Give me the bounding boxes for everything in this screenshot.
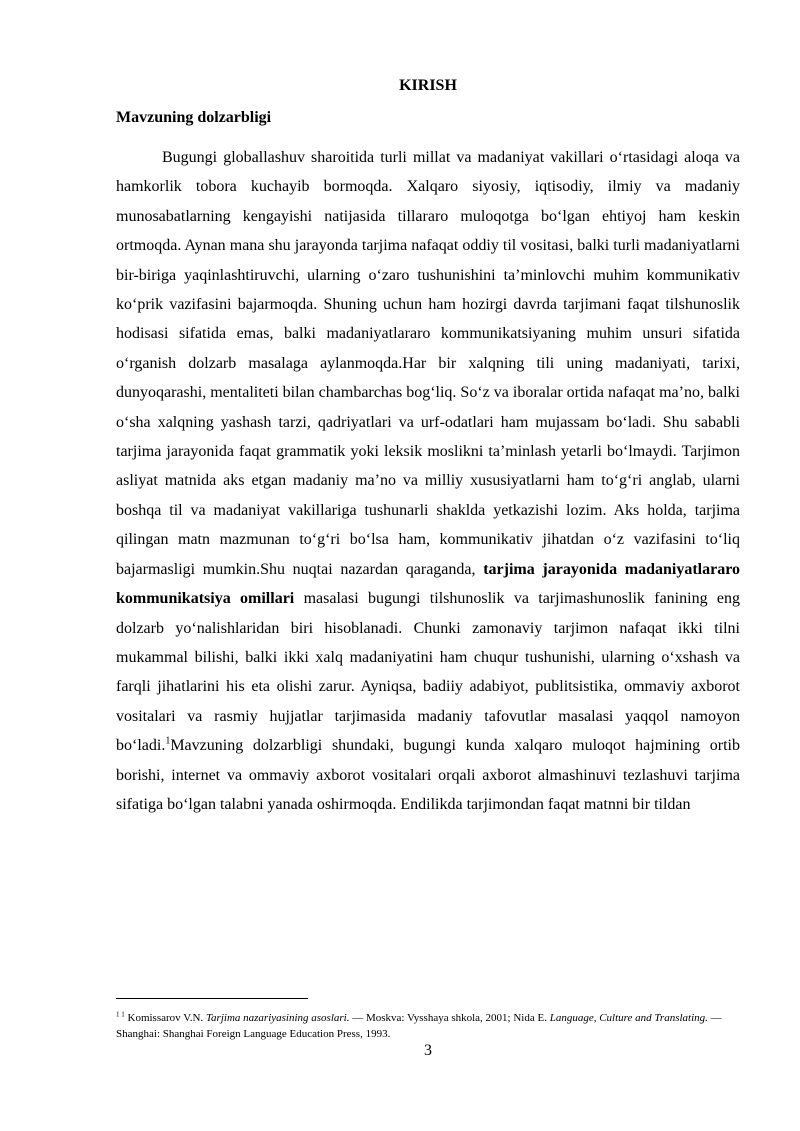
- footnote-text-a: Komissarov V.N.: [124, 1012, 206, 1024]
- footnote-marker: 1 1: [116, 1010, 125, 1019]
- body-paragraph: [116, 143, 740, 819]
- footnote-reference[interactable]: 1: [165, 735, 171, 747]
- footnote-separator: [116, 998, 308, 999]
- footnote-title-2: Language, Culture and Translating.: [549, 1012, 708, 1024]
- footnote-text-b: — Moskva: Vysshaya shkola, 2001; Nida E.: [349, 1012, 550, 1024]
- footnote: [116, 1010, 740, 1042]
- paragraph-text-part1: Bugungi globallashuv sharoitida turli millat va madaniyat vakillari o‘rtasidagi aloqa va hamkorlik tobora kuchayib bormoqda. Xalqaro siyosiy, iqtisodiy, ilmiy va madaniy munosabatlarning kengayishi natijasida tillararo muloqotga bo‘lgan ehtiyoj ham keskin ortmoqda. Aynan mana shu jarayonda tarjima nafaqat oddiy til vositasi, balki turli madaniyatlarni bir-biriga yaqinlashtiruvchi, ularning o‘zaro tushunishini ta’minlovchi muhim kommunikativ ko‘prik vazifasini bajarmoqda. Shuning uchun ham hozirgi davrda tarjimani faqat tilshunoslik hodisasi sifatida emas, balki madaniyatlararo kommunikatsiyaning muhim unsuri sifatida o‘rganish dolzarb masalaga aylanmoqda.Har bir xalqning tili uning madaniyati, tarixi, dunyoqarashi, mentaliteti bilan chambarchas bog‘liq. So‘z va iboralar ortida nafaqat ma’no, balki o‘sha xalqning yashash tarzi, qadriyatlari va urf-odatlari ham mujassam bo‘ladi. Shu sababli tarjima jarayonida faqat grammatik yoki leksik moslikni ta’minlash yetarli bo‘lmaydi. Tarjimon asliyat matnida aks etgan madaniy ma’no va milliy xususiyatlarni ham to‘g‘ri anglab, ularni boshqa til va madaniyat vakillariga tushunarli shaklda yetkazishi lozim. Aks holda, tarjima qilingan matn mazmunan to‘g‘ri bo‘lsa ham, kommunikativ jihatdan o‘z vazifasini to‘liq bajarmasligi mumkin.Shu nuqtai nazardan qaraganda,: [116, 149, 740, 578]
- paragraph-text-part3: Mavzuning dolzarbligi shundaki, bugungi kunda xalqaro muloqot hajmining ortib borishi, internet va ommaviy axborot vositalari orqali axborot almashinuvi tezlashuvi tarjima sifatiga bo‘lgan talabni yanada oshirmoqda. Endilikda tarjimondan faqat matnni bir tildan: [116, 737, 740, 813]
- paragraph-bold-phrase: tarjima jarayonida madaniyatlararo kommunikatsiya omillari: [116, 560, 741, 608]
- footnote-text-c: — Shanghai: Shanghai Foreign Language Education Press, 1993.: [116, 1012, 722, 1040]
- paragraph-text-part2: masalasi bugungi tilshunoslik va tarjimashunoslik fanining eng dolzarb yo‘nalishlaridan biri hisoblanadi. Chunki zamonaviy tarjimon nafaqat ikki tilni mukammal bilishi, balki ikki xalq madaniyatini ham chuqur tushunishi, ularning o‘xshash va farqli jihatlarini his eta olishi zarur. Ayniqsa, badiiy adabiyot, publitsistika, ommaviy axborot vositalari va rasmiy hujjatlar tarjimasida madaniy tafovutlar masalasi yaqqol namoyon bo‘ladi.: [116, 590, 740, 755]
- footnote-title-1: Tarjima nazariyasining asoslari.: [205, 1012, 350, 1024]
- page-title: KIRISH: [399, 77, 457, 94]
- section-heading: Mavzuning dolzarbligi: [116, 109, 272, 126]
- page-number: 3: [424, 1042, 432, 1059]
